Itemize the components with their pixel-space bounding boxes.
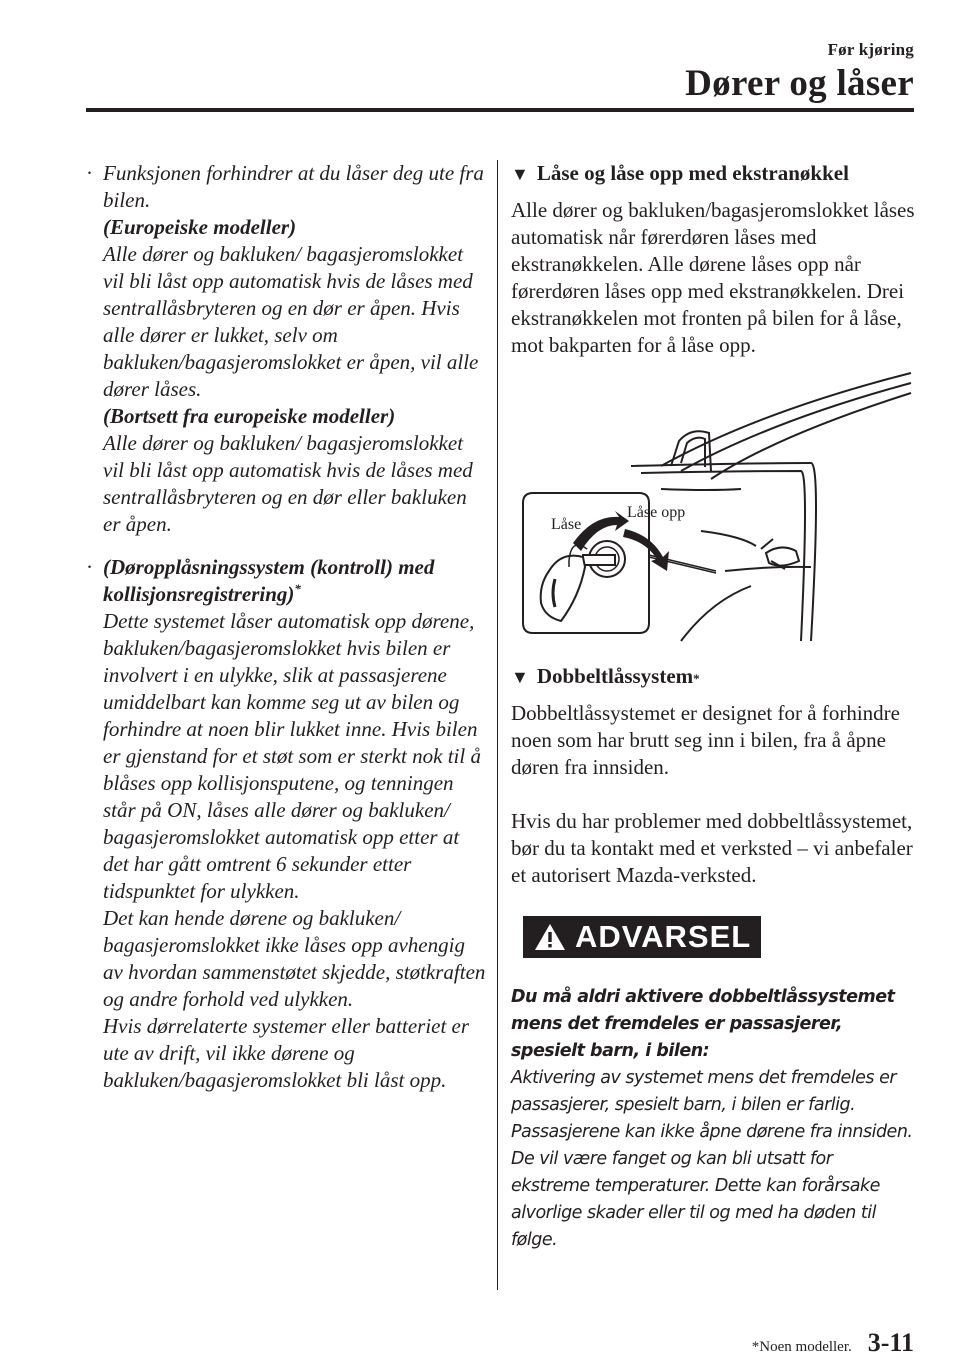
text-european: Alle dører og bakluken/ bagasjeromslokket vil bli låst opp automatisk hvis de låses med sentrallåsbryteren og en dør er åpen. Hvis alle dører er lukket, selv om bakluken/bagasjeromslokket er åpen, vil alle dører låses. <box>103 242 479 401</box>
crash-unlock-text-3: Hvis dørrelaterte systemer eller batteriet er ute av drift, vil ikke dørene og bakluken/bagasjeromslokket bli låst opp. <box>103 1014 470 1092</box>
auxiliary-key-text: Alle dører og bakluken/bagasjeromslokket låses automatisk når førerdøren låses med ekstranøkkelen. Alle dørene låses opp når førerdøren låses opp med ekstranøkkelen. Drei ekstranøkkelen mot fronten på bilen for å låse, mot bakparten for å låse opp. <box>511 198 915 357</box>
heading-auxiliary-key <box>511 160 916 188</box>
subheading-non-european: (Bortsett fra europeiske modeller) <box>103 404 396 428</box>
bullet-lockout-prevention <box>86 160 486 538</box>
page-footer <box>752 1328 914 1358</box>
optional-asterisk: * <box>294 581 301 596</box>
double-lock-text-1: Dobbeltlåssystemet er designet for å forhindre noen som har brutt seg inn i bilen, fra å åpne døren fra innsiden. <box>511 701 900 779</box>
header-rule <box>86 108 914 112</box>
footnote: *Noen modeller. <box>751 1339 852 1355</box>
warning-badge <box>523 916 761 958</box>
lock-label: Låse <box>551 516 582 533</box>
triangle-marker-icon: ▼ <box>511 164 529 184</box>
section-label: Før kjøring <box>827 40 914 59</box>
bullet-dot: · <box>86 555 93 579</box>
bullet-dot: · <box>86 161 93 185</box>
right-column <box>511 160 916 1254</box>
triangle-marker-icon: ▼ <box>511 667 529 687</box>
double-lock-text-2: Hvis du har problemer med dobbeltlåssystemet, bør du ta kontakt med et verksted – vi anbefaler et autorisert Mazda-verksted. <box>511 809 913 887</box>
bullet-crash-unlock <box>86 554 486 1094</box>
heading-auxiliary-key-text: Låse og låse opp med ekstranøkkel <box>536 161 849 185</box>
heading-double-lock-text: Dobbeltlåssystem <box>536 664 694 688</box>
left-column <box>86 160 486 1094</box>
page-number: 3-11 <box>867 1328 914 1357</box>
warning-text-block <box>511 984 916 1254</box>
key-lock-illustration <box>511 371 916 653</box>
crash-unlock-heading <box>103 554 486 608</box>
page-header <box>685 40 914 105</box>
text-non-european: Alle dører og bakluken/ bagasjeromslokket vil bli låst opp automatisk hvis de låses med sentrallåsbryteren og en dør eller bakluken er åpen. <box>103 431 473 536</box>
unlock-label: Låse opp <box>627 504 686 521</box>
warning-body-text: Aktivering av systemet mens det fremdeles er passasjerer, spesielt barn, i bilen er farlig. Passasjerene kan ikke åpne dørene fra innsiden. De vil være fanget og kan bli utsatt for ekstreme temperaturer. Dette kan forårsake alvorlige skader eller til og med ha døden til følge. <box>511 1068 913 1250</box>
crash-unlock-title: (Døropplåsningssystem (kontroll) med kollisjonsregistrering) <box>103 555 435 606</box>
crash-unlock-text-1: Dette systemet låser automatisk opp dørene, bakluken/bagasjeromslokket hvis bilen er involvert i en ulykke, slik at passasjerene umiddelbart kan komme seg ut av bilen og forhindre at noen blir lukket inne. Hvis bilen er gjenstand for et støt som er sterkt nok til å blåses opp kollisjonsputene, og tenningen står på ON, låses alle dører og bakluken/ bagasjeromslokket automatisk opp etter at det har gått omtrent 6 sekunder etter tidspunktet for ulykken. <box>103 609 481 903</box>
warning-triangle-icon <box>533 922 567 952</box>
warning-label: ADVARSEL <box>575 919 752 954</box>
column-divider <box>497 160 498 1290</box>
warning-bold-text: Du må aldri aktivere dobbeltlåssystemet mens det fremdeles er passasjerer, spesielt barn, i bilen: <box>511 987 895 1061</box>
crash-unlock-text-2: Det kan hende dørene og bakluken/ bagasjeromslokket ikke låses opp avhengig av hvordan sammenstøtet skjedde, støtkraften og andre forhold ved ulykken. <box>103 906 486 1011</box>
bullet-intro: Funksjonen forhindrer at du låser deg ute fra bilen. <box>103 161 484 212</box>
subheading-european: (Europeiske modeller) <box>103 215 297 239</box>
chapter-title: Dører og låser <box>685 63 914 104</box>
heading-double-lock: ▼ Dobbeltlåssystem * <box>511 663 916 691</box>
